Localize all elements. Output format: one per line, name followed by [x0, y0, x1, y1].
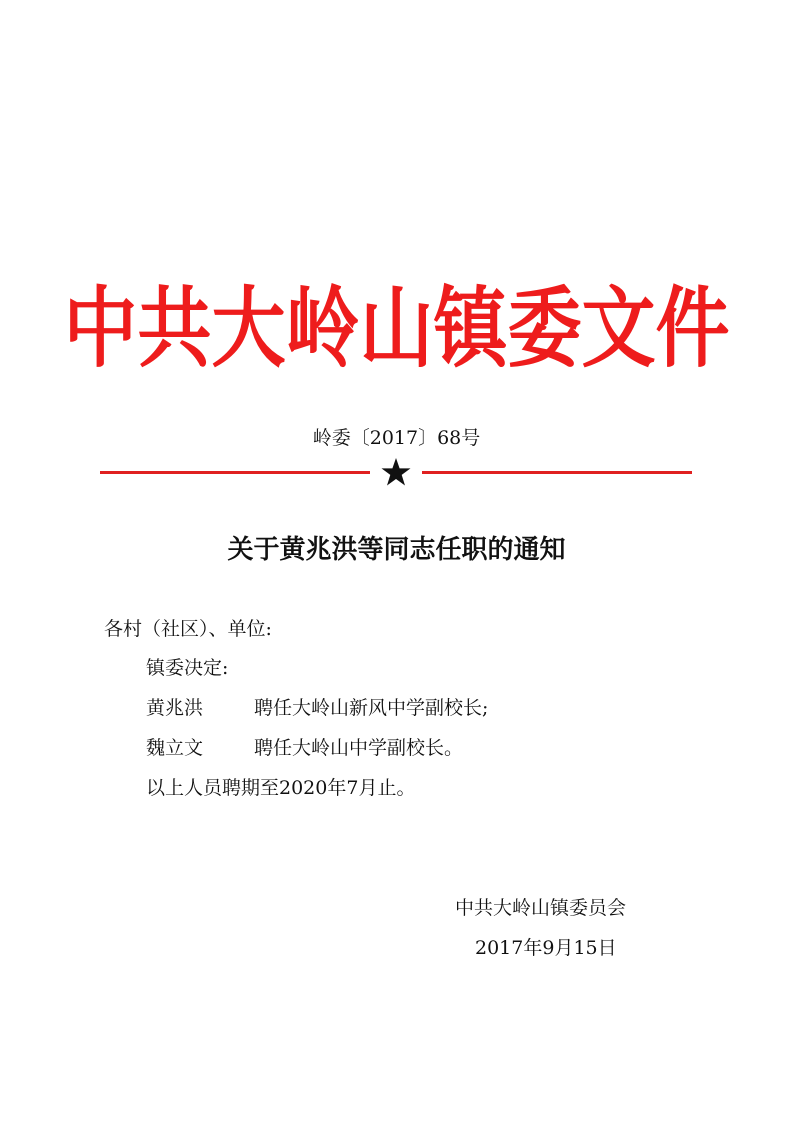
appointee-name: 黄兆洪 — [146, 697, 204, 719]
decision-line: 镇委决定: — [146, 657, 229, 679]
divider-rule-right — [422, 471, 692, 474]
appointee-name: 魏立文 — [146, 737, 204, 759]
appointment-row — [146, 694, 488, 722]
signing-organization: 中共大岭山镇委员会 — [455, 897, 627, 919]
appointment-position: 聘任大岭山中学副校长。 — [254, 737, 464, 759]
document-number: 岭委〔2017〕68号 — [312, 427, 481, 449]
notice-title: 关于黄兆洪等同志任职的通知 — [227, 535, 566, 565]
divider-rule-left — [100, 471, 370, 474]
salutation: 各村（社区）、单位: — [104, 618, 272, 640]
signing-date: 2017年9月15日 — [475, 937, 617, 959]
appointment-row — [146, 734, 463, 762]
star-icon — [380, 456, 412, 488]
term-line: 以上人员聘期至2020年7月止。 — [146, 777, 416, 799]
appointment-position: 聘任大岭山新风中学副校长; — [254, 697, 489, 719]
issuer-title: 中共大岭山镇委文件 — [63, 278, 730, 380]
red-divider — [100, 460, 692, 490]
